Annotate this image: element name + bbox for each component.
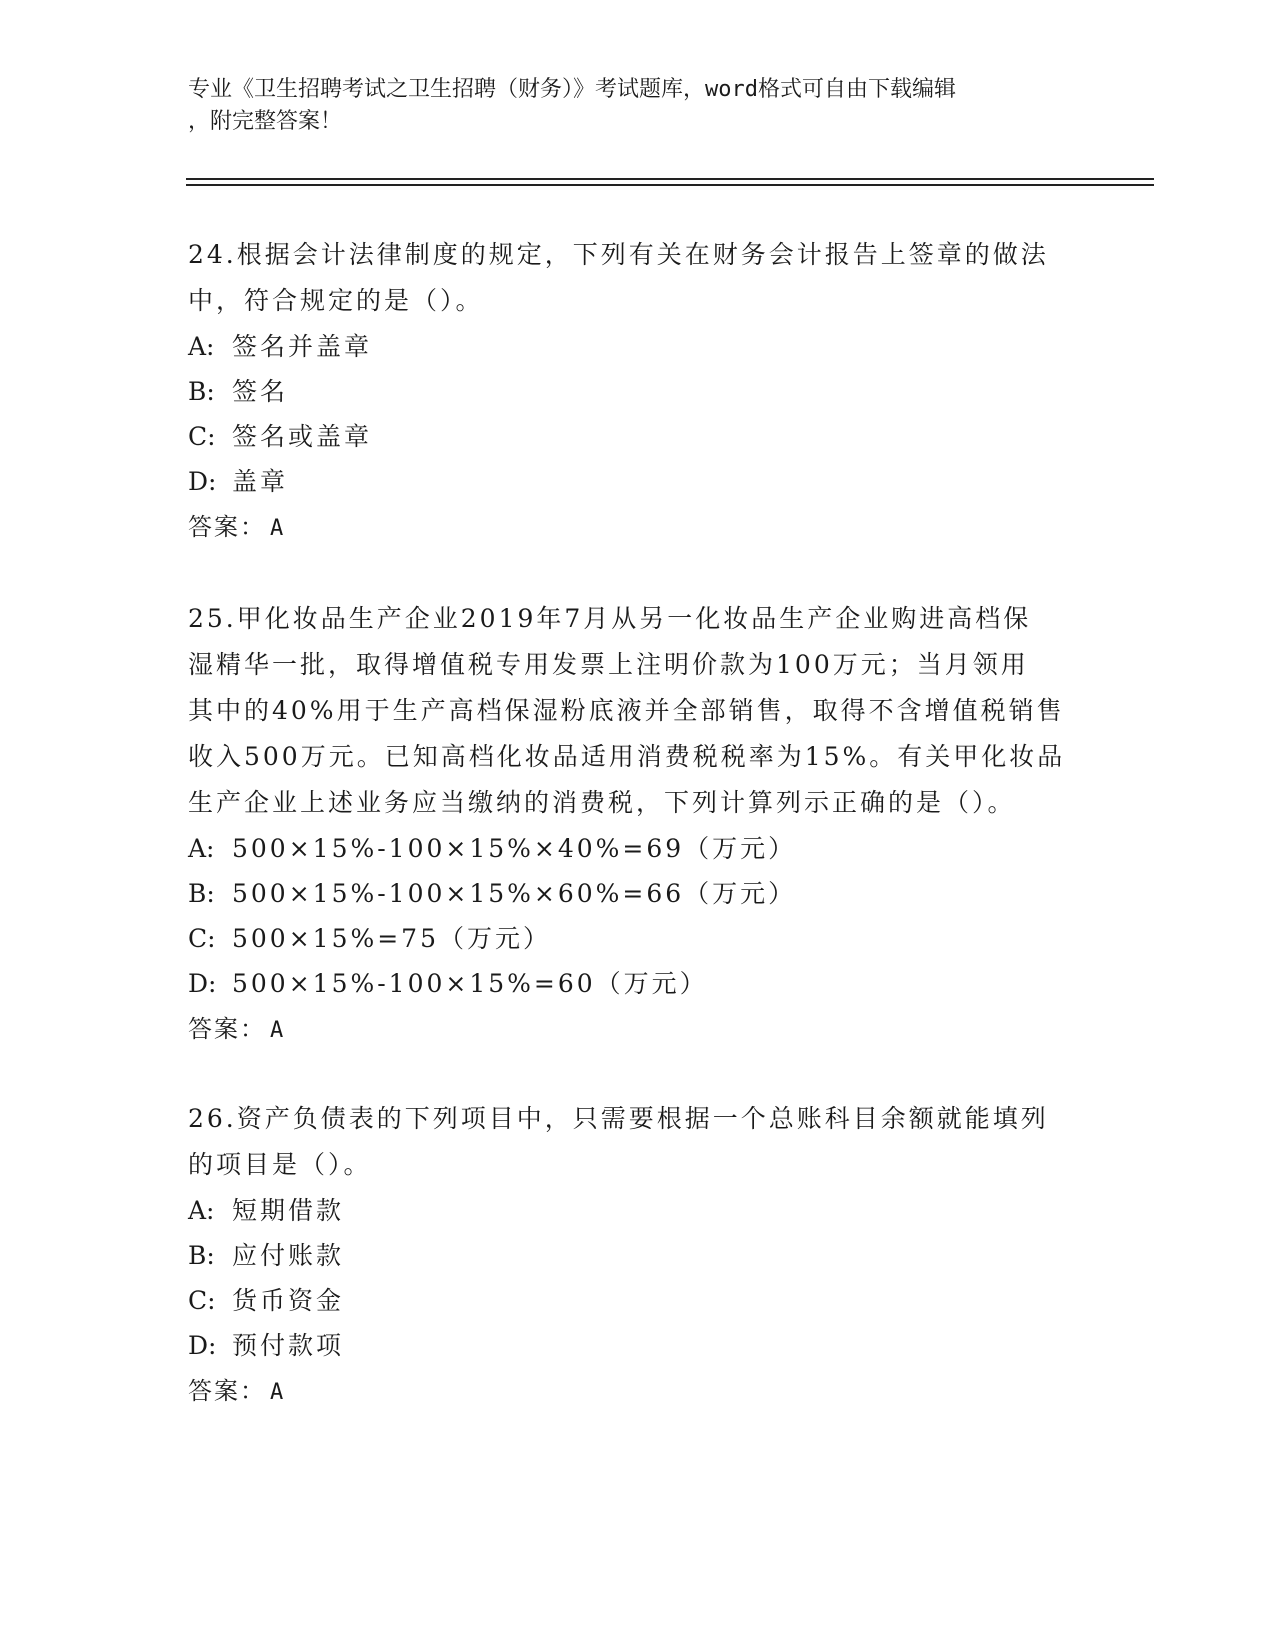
option-letter: C: <box>188 422 216 451</box>
header-line-1: 专业《卫生招聘考试之卫生招聘（财务）》考试题库，word格式可自由下载编辑 <box>188 77 956 102</box>
option-letter: A: <box>188 834 215 863</box>
question-stem-line: 25.甲化妆品生产企业2019年7月从另一化妆品生产企业购进高档保 <box>188 604 1032 633</box>
question-stem-line: 26.资产负债表的下列项目中，只需要根据一个总账科目余额就能填列 <box>188 1104 1049 1133</box>
answer-label: 答案： <box>188 1377 266 1405</box>
option-text: 500×15%-100×15%=60（万元） <box>232 969 708 998</box>
option-text: 短期借款 <box>232 1196 345 1225</box>
option-text: 应付账款 <box>232 1241 345 1270</box>
option-a <box>188 826 1088 871</box>
question-stem-line: 其中的40%用于生产高档保湿粉底液并全部销售，取得不含增值税销售 <box>188 696 1065 725</box>
option-c <box>188 916 1088 961</box>
answer-value: A <box>270 1380 286 1405</box>
header-divider-top <box>186 178 1154 180</box>
option-c <box>188 1278 1088 1323</box>
option-c <box>188 414 1088 459</box>
option-text: 签名并盖章 <box>232 332 373 361</box>
option-letter: C: <box>188 924 216 953</box>
option-text: 签名 <box>232 377 289 406</box>
option-letter: B: <box>188 1241 215 1270</box>
option-letter: D: <box>188 969 217 998</box>
option-text: 500×15%=75（万元） <box>232 924 551 953</box>
option-b <box>188 871 1088 916</box>
option-letter: B: <box>188 879 215 908</box>
question-stem-line: 收入500万元。已知高档化妆品适用消费税税率为15%。有关甲化妆品 <box>188 742 1066 771</box>
answer-value: A <box>270 516 286 541</box>
option-b <box>188 369 1088 414</box>
option-text: 签名或盖章 <box>232 422 373 451</box>
question-stem-line: 生产企业上述业务应当缴纳的消费税，下列计算列示正确的是（）。 <box>188 788 1016 817</box>
answer-label: 答案： <box>188 1015 266 1043</box>
header-divider-bottom <box>186 184 1154 186</box>
option-a <box>188 324 1088 369</box>
option-d <box>188 961 1088 1006</box>
question-25 <box>188 596 1088 1052</box>
question-26 <box>188 1096 1088 1414</box>
option-a <box>188 1188 1088 1233</box>
option-text: 货币资金 <box>232 1286 345 1315</box>
question-stem-line: 湿精华一批，取得增值税专用发票上注明价款为100万元；当月领用 <box>188 650 1029 679</box>
option-letter: D: <box>188 467 217 496</box>
option-letter: C: <box>188 1286 216 1315</box>
option-d <box>188 459 1088 504</box>
answer-label: 答案： <box>188 513 266 541</box>
option-text: 盖章 <box>232 467 289 496</box>
answer-line <box>188 1006 1088 1052</box>
option-letter: A: <box>188 332 215 361</box>
option-text: 500×15%-100×15%×40%=69（万元） <box>232 834 797 863</box>
option-text: 500×15%-100×15%×60%=66（万元） <box>232 879 797 908</box>
option-d <box>188 1323 1088 1368</box>
option-text: 预付款项 <box>232 1331 345 1360</box>
header-line-2: ，附完整答案！ <box>188 109 343 134</box>
answer-value: A <box>270 1018 286 1043</box>
question-stem-line: 中，符合规定的是（）。 <box>188 286 484 315</box>
answer-line <box>188 1368 1088 1414</box>
option-letter: B: <box>188 377 215 406</box>
option-letter: A: <box>188 1196 215 1225</box>
option-letter: D: <box>188 1331 217 1360</box>
document-header <box>188 74 1068 138</box>
question-24 <box>188 232 1088 550</box>
question-stem-line: 24.根据会计法律制度的规定，下列有关在财务会计报告上签章的做法 <box>188 240 1049 269</box>
option-b <box>188 1233 1088 1278</box>
question-stem-line: 的项目是（）。 <box>188 1150 372 1179</box>
answer-line <box>188 504 1088 550</box>
